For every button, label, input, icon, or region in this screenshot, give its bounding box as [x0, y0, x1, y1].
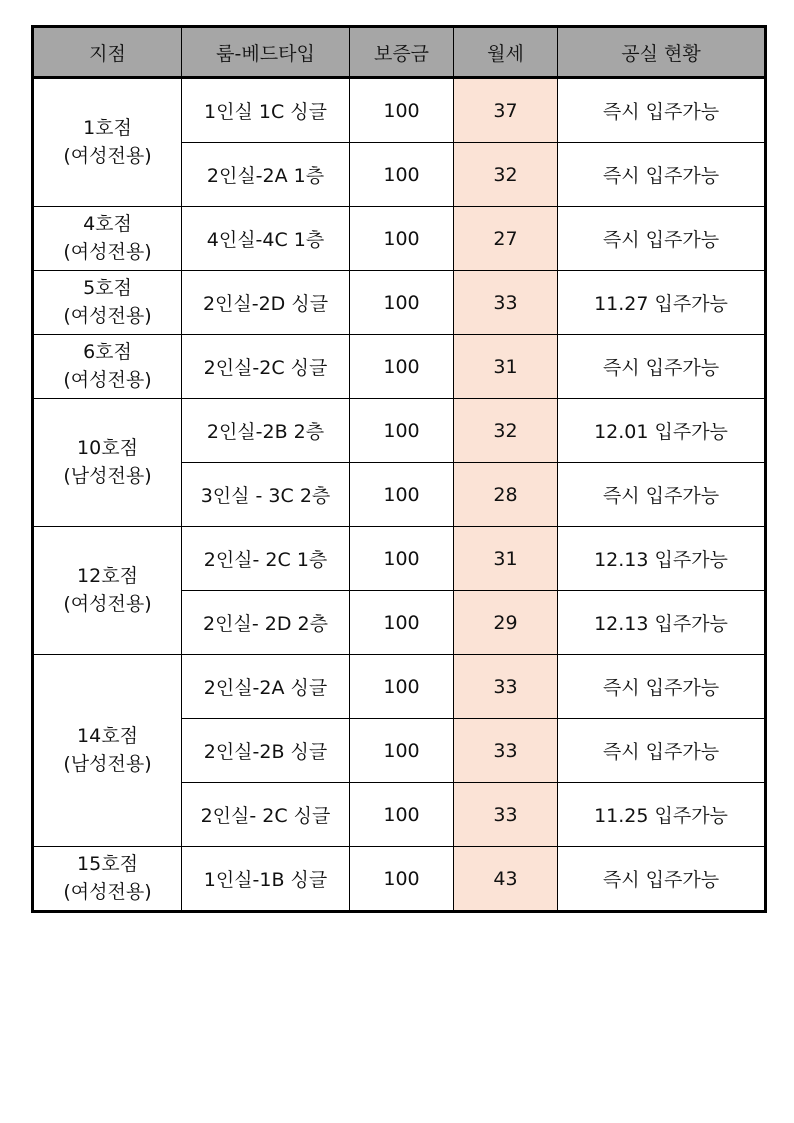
- room-type-cell: 2인실-2A 싱글: [182, 655, 350, 719]
- vacancy-table: [31, 25, 767, 913]
- status-cell: 11.25 입주가능: [558, 783, 766, 847]
- branch-name: 10호점: [77, 436, 138, 459]
- rent-cell: 27: [454, 207, 558, 271]
- branch-cell: [33, 78, 182, 207]
- room-type-cell: 2인실-2B 2층: [182, 399, 350, 463]
- deposit-cell: 100: [350, 719, 454, 783]
- rent-cell: 28: [454, 463, 558, 527]
- room-type-cell: 2인실-2B 싱글: [182, 719, 350, 783]
- room-type-cell: 2인실-2A 1층: [182, 143, 350, 207]
- table-row: [33, 527, 766, 591]
- branch-note: (여성전용): [63, 880, 152, 903]
- header-status: 공실 현황: [558, 27, 766, 78]
- status-cell: 즉시 입주가능: [558, 335, 766, 399]
- branch-name: 4호점: [83, 212, 132, 235]
- table-row: [33, 207, 766, 271]
- deposit-cell: 100: [350, 78, 454, 143]
- rent-cell: 33: [454, 271, 558, 335]
- deposit-cell: 100: [350, 591, 454, 655]
- room-type-cell: 2인실- 2C 1층: [182, 527, 350, 591]
- status-cell: 즉시 입주가능: [558, 143, 766, 207]
- table-row: [33, 335, 766, 399]
- status-cell: 즉시 입주가능: [558, 78, 766, 143]
- table-row: [33, 399, 766, 463]
- table-body: [33, 78, 766, 912]
- branch-cell: [33, 399, 182, 527]
- deposit-cell: 100: [350, 207, 454, 271]
- deposit-cell: 100: [350, 463, 454, 527]
- deposit-cell: 100: [350, 655, 454, 719]
- room-type-cell: 2인실-2D 싱글: [182, 271, 350, 335]
- status-cell: 12.13 입주가능: [558, 591, 766, 655]
- rent-cell: 31: [454, 335, 558, 399]
- table-row: [33, 655, 766, 719]
- deposit-cell: 100: [350, 399, 454, 463]
- branch-name: 14호점: [77, 724, 138, 747]
- status-cell: 즉시 입주가능: [558, 719, 766, 783]
- room-type-cell: 2인실-2C 싱글: [182, 335, 350, 399]
- header-rent: 월세: [454, 27, 558, 78]
- room-type-cell: 3인실 - 3C 2층: [182, 463, 350, 527]
- header-row: [33, 27, 766, 78]
- branch-name: 6호점: [83, 340, 132, 363]
- branch-note: (여성전용): [63, 592, 152, 615]
- status-cell: 즉시 입주가능: [558, 207, 766, 271]
- room-type-cell: 1인실-1B 싱글: [182, 847, 350, 912]
- branch-cell: [33, 847, 182, 912]
- deposit-cell: 100: [350, 783, 454, 847]
- status-cell: 즉시 입주가능: [558, 847, 766, 912]
- branch-cell: [33, 271, 182, 335]
- status-cell: 12.13 입주가능: [558, 527, 766, 591]
- deposit-cell: 100: [350, 335, 454, 399]
- deposit-cell: 100: [350, 527, 454, 591]
- table-row: [33, 271, 766, 335]
- deposit-cell: 100: [350, 847, 454, 912]
- header-room-type: 룸-베드타입: [182, 27, 350, 78]
- branch-note: (여성전용): [63, 144, 152, 167]
- rent-cell: 31: [454, 527, 558, 591]
- status-cell: 12.01 입주가능: [558, 399, 766, 463]
- rent-cell: 32: [454, 399, 558, 463]
- branch-cell: [33, 207, 182, 271]
- branch-note: (남성전용): [63, 752, 152, 775]
- rent-cell: 33: [454, 719, 558, 783]
- table-row: [33, 78, 766, 143]
- branch-name: 1호점: [83, 116, 132, 139]
- status-cell: 즉시 입주가능: [558, 655, 766, 719]
- room-type-cell: 4인실-4C 1층: [182, 207, 350, 271]
- rent-cell: 29: [454, 591, 558, 655]
- deposit-cell: 100: [350, 271, 454, 335]
- rent-cell: 37: [454, 78, 558, 143]
- rent-cell: 32: [454, 143, 558, 207]
- table-row: [33, 847, 766, 912]
- rent-cell: 33: [454, 655, 558, 719]
- branch-cell: [33, 655, 182, 847]
- rent-cell: 33: [454, 783, 558, 847]
- header-branch: 지점: [33, 27, 182, 78]
- branch-name: 5호점: [83, 276, 132, 299]
- branch-name: 12호점: [77, 564, 138, 587]
- table-header: [33, 27, 766, 78]
- branch-name: 15호점: [77, 852, 138, 875]
- header-deposit: 보증금: [350, 27, 454, 78]
- branch-cell: [33, 335, 182, 399]
- branch-note: (여성전용): [63, 368, 152, 391]
- branch-note: (여성전용): [63, 240, 152, 263]
- branch-cell: [33, 527, 182, 655]
- status-cell: 즉시 입주가능: [558, 463, 766, 527]
- branch-note: (남성전용): [63, 464, 152, 487]
- deposit-cell: 100: [350, 143, 454, 207]
- room-type-cell: 2인실- 2C 싱글: [182, 783, 350, 847]
- status-cell: 11.27 입주가능: [558, 271, 766, 335]
- rent-cell: 43: [454, 847, 558, 912]
- branch-note: (여성전용): [63, 304, 152, 327]
- room-type-cell: 2인실- 2D 2층: [182, 591, 350, 655]
- room-type-cell: 1인실 1C 싱글: [182, 78, 350, 143]
